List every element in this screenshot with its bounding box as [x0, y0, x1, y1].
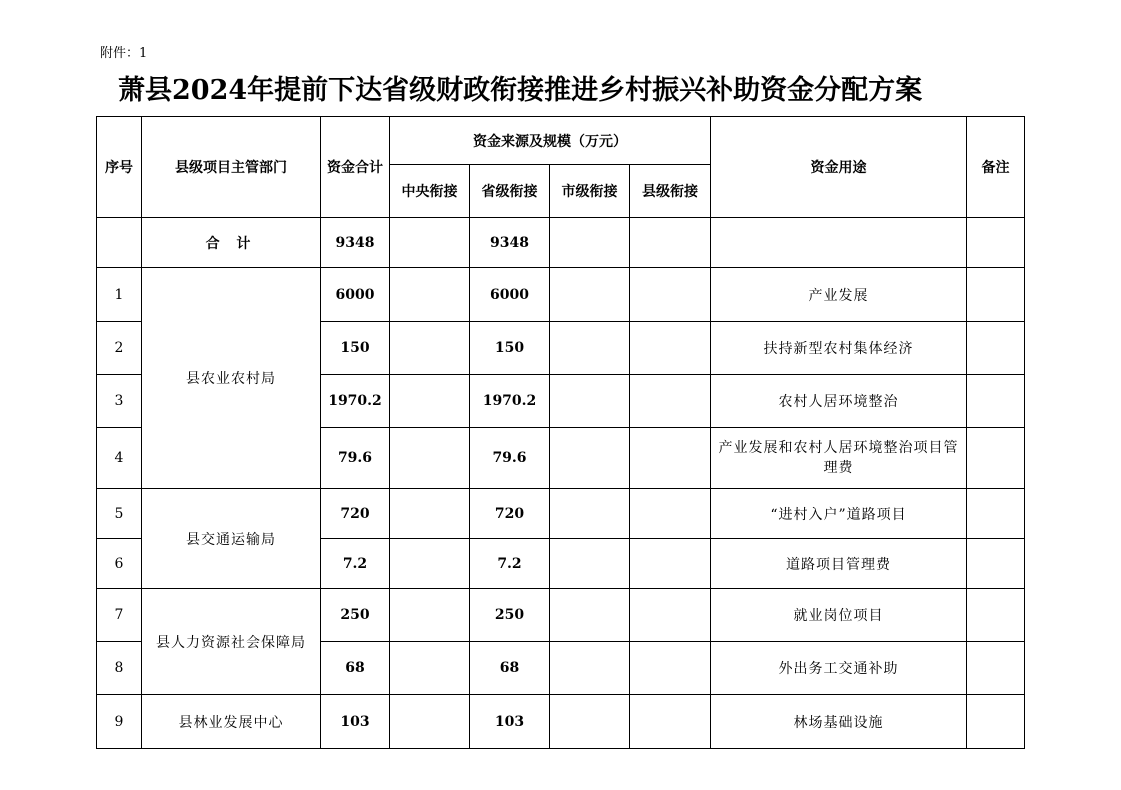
attachment-label: 附件：1 — [100, 46, 148, 61]
table-cell — [550, 539, 630, 589]
row-provincial: 7.2 — [470, 539, 550, 589]
table-cell — [630, 268, 711, 322]
dept-hr: 县人力资源社会保障局 — [142, 589, 321, 695]
row-total: 7.2 — [321, 539, 390, 589]
table-cell — [550, 375, 630, 428]
row-seq: 6 — [97, 539, 142, 589]
row-usage: 道路项目管理费 — [711, 539, 967, 589]
row-total: 1970.2 — [321, 375, 390, 428]
table-row — [97, 589, 1025, 642]
total-provincial: 9348 — [470, 218, 550, 268]
table-cell — [550, 489, 630, 539]
row-usage: 农村人居环境整治 — [711, 375, 967, 428]
table-cell — [967, 589, 1025, 642]
row-seq: 3 — [97, 375, 142, 428]
table-cell — [390, 218, 470, 268]
table-cell — [630, 539, 711, 589]
dept-transport: 县交通运输局 — [142, 489, 321, 589]
header-total: 资金合计 — [321, 117, 390, 218]
row-total: 720 — [321, 489, 390, 539]
header-county: 县级衔接 — [630, 165, 711, 218]
table-cell — [550, 322, 630, 375]
document-title: 萧县2024年提前下达省级财政衔接推进乡村振兴补助资金分配方案 — [118, 75, 923, 106]
row-seq: 5 — [97, 489, 142, 539]
table-cell — [967, 489, 1025, 539]
table-cell — [967, 428, 1025, 489]
table-cell — [630, 489, 711, 539]
row-seq: 2 — [97, 322, 142, 375]
table-cell — [390, 375, 470, 428]
table-cell — [390, 428, 470, 489]
header-city: 市级衔接 — [550, 165, 630, 218]
header-dept: 县级项目主管部门 — [142, 117, 321, 218]
table-cell — [630, 642, 711, 695]
row-usage: 外出务工交通补助 — [711, 642, 967, 695]
header-seq: 序号 — [97, 117, 142, 218]
table-cell — [97, 218, 142, 268]
table-cell — [967, 375, 1025, 428]
row-usage: 扶持新型农村集体经济 — [711, 322, 967, 375]
allocation-table — [96, 116, 1025, 749]
row-seq: 4 — [97, 428, 142, 489]
row-seq: 8 — [97, 642, 142, 695]
table-cell — [390, 268, 470, 322]
dept-forestry: 县林业发展中心 — [142, 695, 321, 749]
table-cell — [550, 589, 630, 642]
header-source-group: 资金来源及规模（万元） — [390, 117, 711, 165]
row-total: 68 — [321, 642, 390, 695]
row-seq: 1 — [97, 268, 142, 322]
row-total: 150 — [321, 322, 390, 375]
row-total: 250 — [321, 589, 390, 642]
table-cell — [390, 322, 470, 375]
table-cell — [967, 642, 1025, 695]
table-row — [97, 489, 1025, 539]
row-total: 6000 — [321, 268, 390, 322]
header-remark: 备注 — [967, 117, 1025, 218]
table-cell — [630, 695, 711, 749]
table-cell — [630, 375, 711, 428]
row-provincial: 150 — [470, 322, 550, 375]
table-cell — [967, 322, 1025, 375]
table-cell — [630, 322, 711, 375]
total-sum: 9348 — [321, 218, 390, 268]
table-cell — [630, 589, 711, 642]
table-cell — [967, 695, 1025, 749]
row-provincial: 1970.2 — [470, 375, 550, 428]
total-row — [97, 218, 1025, 268]
row-usage: 林场基础设施 — [711, 695, 967, 749]
row-usage: “进村入户”道路项目 — [711, 489, 967, 539]
table-cell — [390, 489, 470, 539]
table-cell — [390, 589, 470, 642]
row-seq: 7 — [97, 589, 142, 642]
table-cell — [711, 218, 967, 268]
header-provincial: 省级衔接 — [470, 165, 550, 218]
row-provincial: 720 — [470, 489, 550, 539]
table-cell — [967, 268, 1025, 322]
table-cell — [390, 695, 470, 749]
row-total: 103 — [321, 695, 390, 749]
table-cell — [550, 642, 630, 695]
row-total: 79.6 — [321, 428, 390, 489]
table-cell — [550, 428, 630, 489]
row-provincial: 79.6 — [470, 428, 550, 489]
table-cell — [630, 218, 711, 268]
table-cell — [550, 218, 630, 268]
header-central: 中央衔接 — [390, 165, 470, 218]
row-usage: 产业发展和农村人居环境整治项目管理费 — [711, 428, 967, 489]
table-cell — [390, 642, 470, 695]
dept-agri: 县农业农村局 — [142, 268, 321, 489]
row-usage: 就业岗位项目 — [711, 589, 967, 642]
table-cell — [967, 539, 1025, 589]
row-provincial: 250 — [470, 589, 550, 642]
table-row — [97, 695, 1025, 749]
row-seq: 9 — [97, 695, 142, 749]
table-cell — [550, 268, 630, 322]
table-cell — [630, 428, 711, 489]
table-cell — [390, 539, 470, 589]
row-provincial: 103 — [470, 695, 550, 749]
table-cell — [967, 218, 1025, 268]
row-provincial: 6000 — [470, 268, 550, 322]
total-label: 合 计 — [142, 218, 321, 268]
header-usage: 资金用途 — [711, 117, 967, 218]
row-usage: 产业发展 — [711, 268, 967, 322]
table-row — [97, 268, 1025, 322]
table-cell — [550, 695, 630, 749]
row-provincial: 68 — [470, 642, 550, 695]
